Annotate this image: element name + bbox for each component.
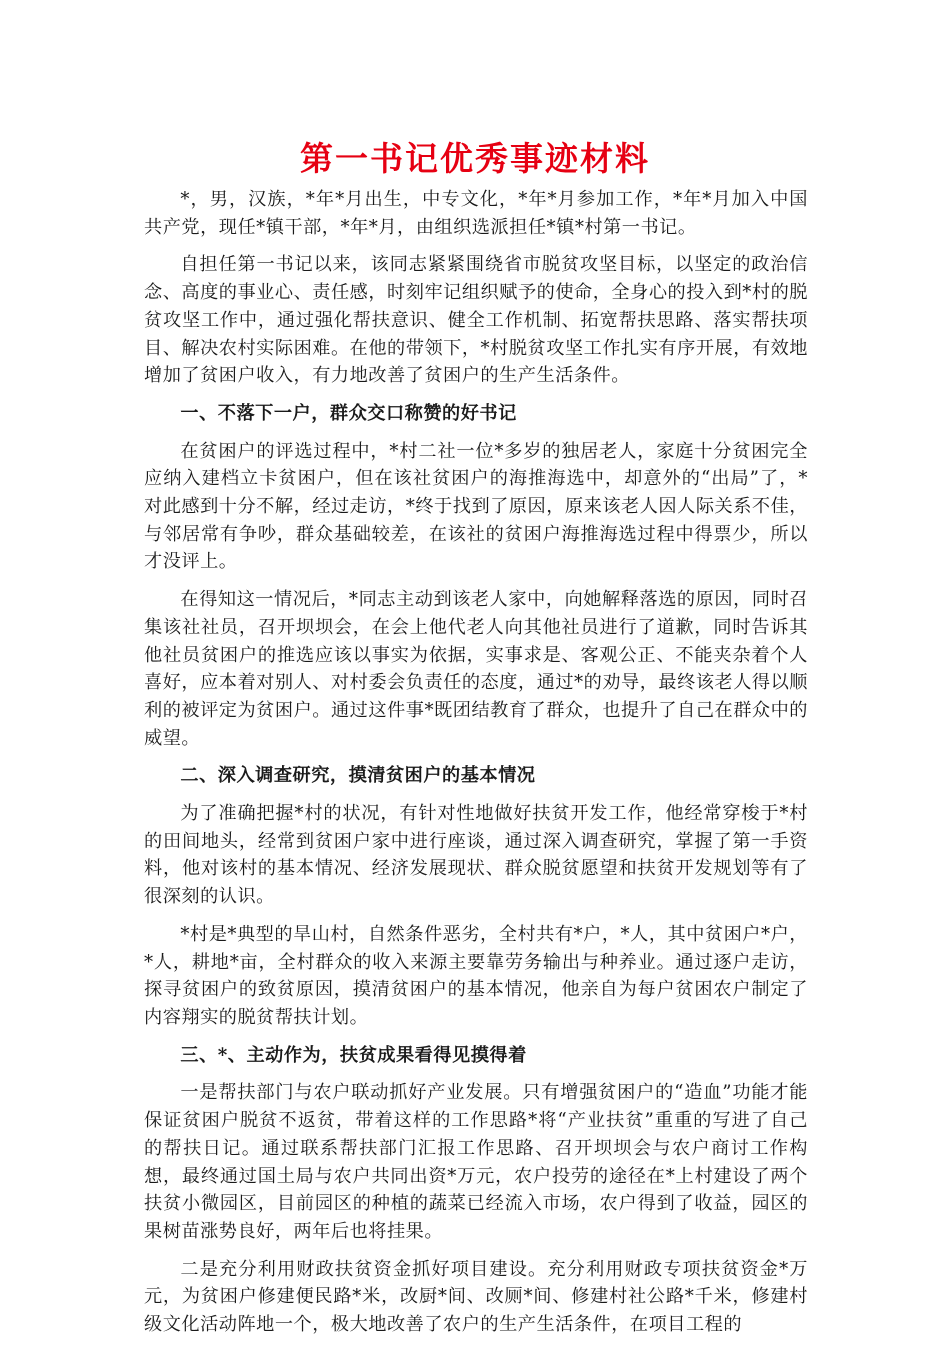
section-heading: 一、不落下一户，群众交口称赞的好书记 bbox=[180, 402, 517, 424]
paragraph: 为了准确把握*村的状况，有针对性地做好扶贫开发工作，他经常穿梭于*村的田间地头，经常到贫困户家中进行座谈，通过深入调查研究，掌握了第一手资料，他对该村的基本情况、经济发展现状、群众脱贫愿望和扶贫开发规划等有了很深刻的认识。 bbox=[144, 803, 808, 908]
paragraph: 在得知这一情况后，*同志主动到该老人家中，向她解释落选的原因，同时召集该社社员，召开坝坝会，在会上他代老人向其他社员进行了道歉，同时告诉其他社员贫困户的推选应该以事实为依据，实事求是、客观公正、不能夹杂着个人喜好，应本着对别人、对村委会负责任的态度，通过*的劝导，最终该老人得以顺利的被评定为贫困户。通过这件事*既团结教育了群众，也提升了自己在群众中的威望。 bbox=[144, 589, 808, 749]
paragraph: 在贫困户的评选过程中，*村二社一位*多岁的独居老人，家庭十分贫困完全应纳入建档立卡贫困户，但在该社贫困户的海推海选中，却意外的“出局”了，*对此感到十分不解，经过走访，*终于找到了原因，原来该老人因人际关系不佳，与邻居常有争吵，群众基础较差，在该社的贫困户海推海选过程中得票少，所以才没评上。 bbox=[144, 440, 808, 573]
section-heading: 二、深入调查研究，摸清贫困户的基本情况 bbox=[180, 765, 536, 787]
paragraph: *村是*典型的旱山村，自然条件恶劣，全村共有*户，*人，其中贫困户*户，*人，耕地*亩，全村群众的收入来源主要靠劳务输出与种养业。通过逐户走访，探寻贫困户的致贫原因，摸清贫困户的基本情况，他亲自为每户贫困农户制定了内容翔实的脱贫帮扶计划。 bbox=[144, 923, 808, 1028]
paragraph: *，男，汉族，*年*月出生，中专文化，*年*月参加工作，*年*月加入中国共产党，现任*镇干部，*年*月，由组织选派担任*镇*村第一书记。 bbox=[144, 189, 808, 238]
document-title: 第一书记优秀事迹材料 bbox=[300, 139, 650, 178]
document-body bbox=[144, 186, 808, 1349]
paragraph: 自担任第一书记以来，该同志紧紧围绕省市脱贫攻坚目标，以坚定的政治信念、高度的事业心、责任感，时刻牢记组织赋予的使命，全身心的投入到*村的脱贫攻坚工作中，通过强化帮扶意识、健全工作机制、拓宽帮扶思路、落实帮扶项目、解决农村实际困难。在他的带领下，*村脱贫攻坚工作扎实有序开展，有效地增加了贫困户收入，有力地改善了贫困户的生产生活条件。 bbox=[144, 254, 808, 387]
paragraph: 二是充分利用财政扶贫资金抓好项目建设。充分利用财政专项扶贫资金*万元，为贫困户修建便民路*米，改厨*间、改厕*间、修建村社公路*千米，修建村级文化活动阵地一个，极大地改善了农户的生产生活条件，在项目工程的 bbox=[144, 1258, 808, 1336]
paragraph: 一是帮扶部门与农户联动抓好产业发展。只有增强贫困户的“造血”功能才能保证贫困户脱贫不返贫，带着这样的工作思路*将“产业扶贫”重重的写进了自己的帮扶日记。通过联系帮扶部门汇报工作思路、召开坝坝会与农户商讨工作构想，最终通过国土局与农户共同出资*万元，农户投劳的途径在*上村建设了两个扶贫小微园区，目前园区的种植的蔬菜已经流入市场，农户得到了收益，园区的果树苗涨势良好，两年后也将挂果。 bbox=[144, 1082, 808, 1242]
section-heading: 三、*、主动作为，扶贫成果看得见摸得着 bbox=[180, 1044, 527, 1066]
